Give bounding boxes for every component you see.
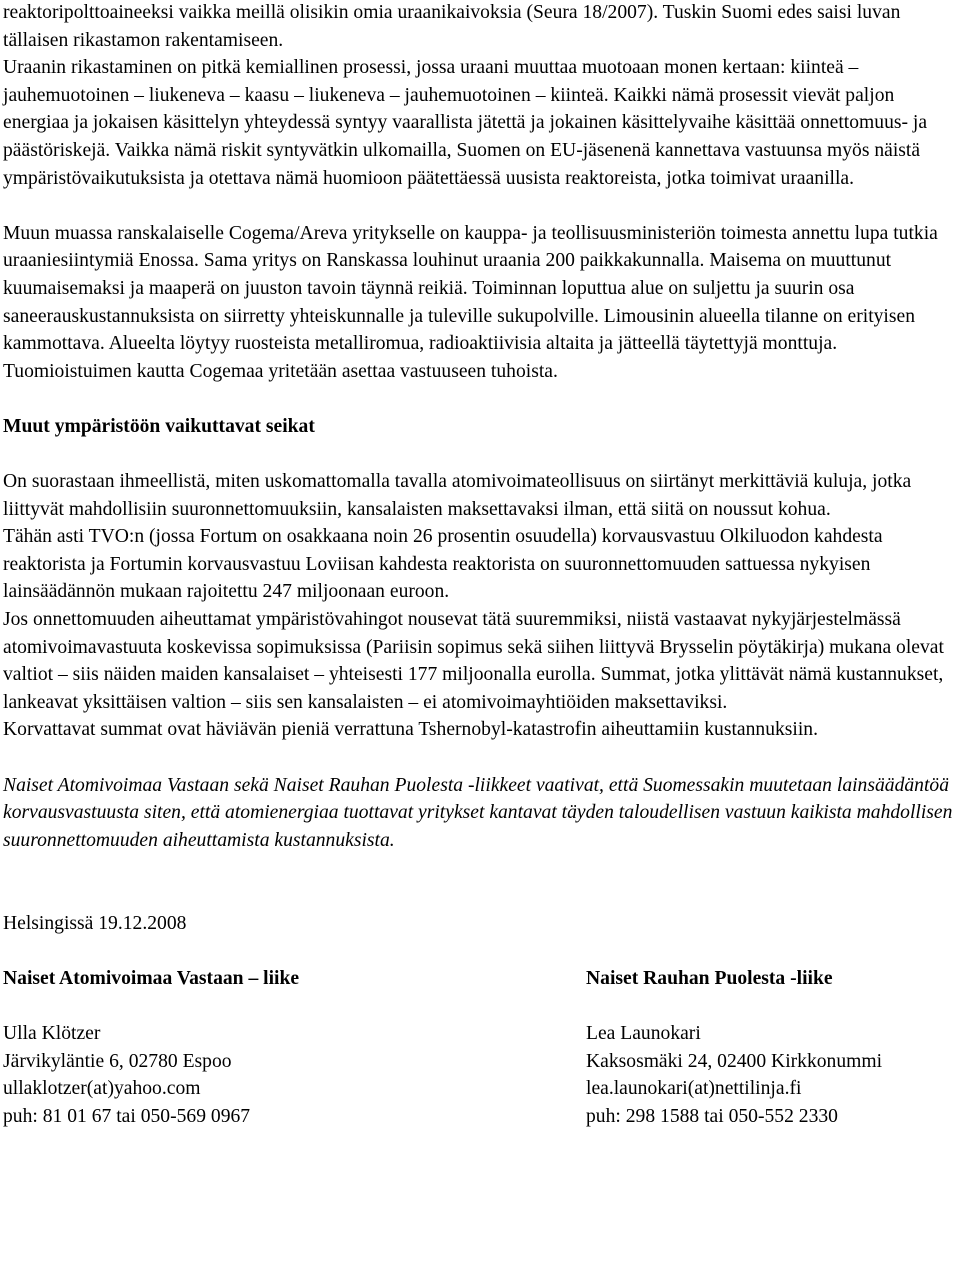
spacer [3,992,955,1020]
cogema-paragraph: Muun muassa ranskalaiselle Cogema/Areva yritykselle on kauppa- ja teollisuusministeriön toimesta annettu lupa tutkia uraaniesiintymiä Enossa. Sama yritys on Ranskassa louhinut uraania 200 paikkakunnalla. Maisema on muuttunut kuumaisemaksi ja maaperä on juuston tavoin täynnä reikiä. Toiminnan loputtua alue on suljettu ja suurin osa saneerauskustannuksista on siirretty yhteiskunnalle ja tuleville sukupolville. Limousinin alueella tilanne on erityisen kammottava. Alueelta löytyy ruosteista metalliromua, radioaktiivisia altaita ja jätteellä täytettyjä monttuja. Tuomioistuimen kautta Cogemaa yritetään asettaa vastuuseen tuhoista. [3,222,938,382]
spacer [3,192,955,220]
signature-addresses [3,1048,955,1076]
left-signatory-address: Järvikyläntie 6, 02780 Espoo [3,1050,232,1072]
spacer [3,882,955,910]
document-page [3,0,955,1130]
section-paragraph: On suorastaan ihmeellistä, miten uskomattomalla tavalla atomivoimateollisuus on siirtänyt merkittäviä kuluja, jotka liittyvät mahdollisiin suuronnettomuuksiin, kansalaisten maksettavaksi ilman, että siitä on noussut kohua. [3,471,912,520]
enrichment-paragraph: Uraanin rikastaminen on pitkä kemiallinen prosessi, jossa uraani muuttaa muotoaan monen kertaan: kiinteä – jauhemuotoinen – liukeneva – kaasu – liukeneva – jauhemuotoinen – kiinteä. Kaikki nämä prosessit vievät paljon energiaa ja jokaisen käsittelyn yhteydessä syntyy vaarallista jätettä ja jokainen käsittelyvaihe käsittää onnettomuus- ja päästöriskejä. Vaikka nämä riskit syntyvätkin ulkomailla, Suomen on EU-jäsenenä kannettava vastuunsa myös näistä ympäristövaikutuksista ja otettava nämä huomioon päätettäessä uusista reaktoreista, jotka toimivat uraanilla. [3,57,928,189]
place-date: Helsingissä 19.12.2008 [3,912,187,934]
section-paragraph: Tähän asti TVO:n (jossa Fortum on osakkaana noin 26 prosentin osuudella) korvausvastuu Olkiluodon kahdesta reaktorista ja Fortumin korvausvastuu Loviisan kahdesta reaktorista on suuronnettomuuden sattuessa nykyisen lainsäädännön mukaan rajoitettu 247 miljoonaan euroon. [3,526,883,603]
left-signatory-phone: puh: 81 01 67 tai 050-569 0967 [3,1105,251,1127]
left-signatory-email: ullaklotzer(at)yahoo.com [3,1078,201,1100]
signature-phones [3,1103,955,1131]
spacer [3,441,955,469]
spacer [3,854,955,882]
right-signatory-phone: puh: 298 1588 tai 050-552 2330 [586,1105,838,1127]
left-organization: Naiset Atomivoimaa Vastaan – liike [3,967,300,989]
spacer [3,744,955,772]
right-signatory-name: Lea Launokari [586,1022,701,1044]
signature-emails [3,1075,955,1103]
left-signatory-name: Ulla Klötzer [3,1022,101,1044]
spacer [3,937,955,965]
intro-paragraph-continued: reaktoripolttoaineeksi vaikka meillä olisikin omia uraanikaivoksia (Seura 18/2007). Tuskin Suomi edes saisi luvan tällaisen rikastamon rakentamiseen. [3,2,901,51]
signature-names [3,1020,955,1048]
signature-organizations [3,965,955,993]
section-heading: Muut ympäristöön vaikuttavat seikat [3,415,315,437]
section-paragraph: Korvattavat summat ovat häviävän pieniä verrattuna Tshernobyl-katastrofin aiheuttamiin kustannuksiin. [3,719,818,741]
right-organization: Naiset Rauhan Puolesta -liike [586,967,833,989]
demand-paragraph: Naiset Atomivoimaa Vastaan sekä Naiset Rauhan Puolesta -liikkeet vaativat, että Suomessakin muutetaan lainsäädäntöä korvausvastuusta siten, että atomienergiaa tuottavat yritykset kantavat täyden taloudellisen vastuun kaikista mahdollisen suuronnettomuuden aiheuttamista kustannuksista. [3,774,953,851]
section-paragraph: Jos onnettomuuden aiheuttamat ympäristövahingot nousevat tätä suuremmiksi, niistä vastaavat nykyjärjestelmässä atomivoimavastuuta koskevissa sopimuksissa (Pariisin sopimus sekä siihen liittyvä Brysselin pöytäkirja) mukana olevat valtiot – siis näiden maiden kansalaiset – yhteisesti 177 miljoonalla eurolla. Summat, jotka ylittävät nämä kustannukset, lankeavat yksittäisen valtion – siis sen kansalaisten – ei atomivoimayhtiöiden maksettaviksi. [3,609,944,713]
spacer [3,385,955,413]
right-signatory-address: Kaksosmäki 24, 02400 Kirkkonummi [586,1050,883,1072]
right-signatory-email: lea.launokari(at)nettilinja.fi [586,1078,802,1100]
